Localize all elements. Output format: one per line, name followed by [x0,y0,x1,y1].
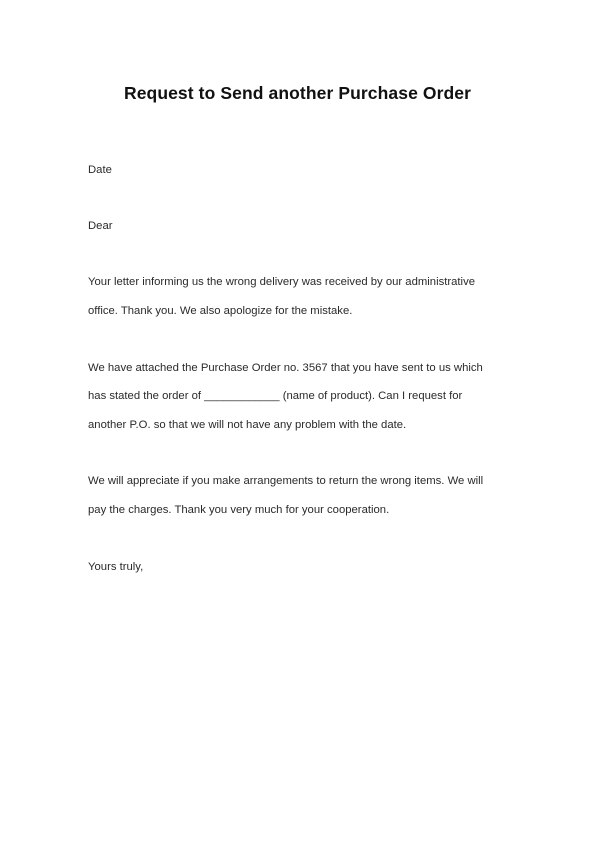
paragraph-2-line-3: another P.O. so that we will not have any problem with the date. [88,419,407,431]
salutation: Dear [88,220,113,232]
paragraph-1-line-2: office. Thank you. We also apologize for the mistake. [88,305,353,317]
date-label: Date [88,164,112,176]
document-title: Request to Send another Purchase Order [123,83,472,103]
paragraph-2-line-2: has stated the order of ____________ (name of product). Can I request for [88,390,463,402]
paragraph-3-line-2: pay the charges. Thank you very much for your cooperation. [88,504,390,516]
paragraph-2-line-1: We have attached the Purchase Order no. 3567 that you have sent to us which [88,362,483,374]
paragraph-1-line-1: Your letter informing us the wrong delivery was received by our administrative [88,276,475,288]
closing: Yours truly, [88,561,144,573]
paragraph-3-line-1: We will appreciate if you make arrangements to return the wrong items. We will [88,475,484,487]
